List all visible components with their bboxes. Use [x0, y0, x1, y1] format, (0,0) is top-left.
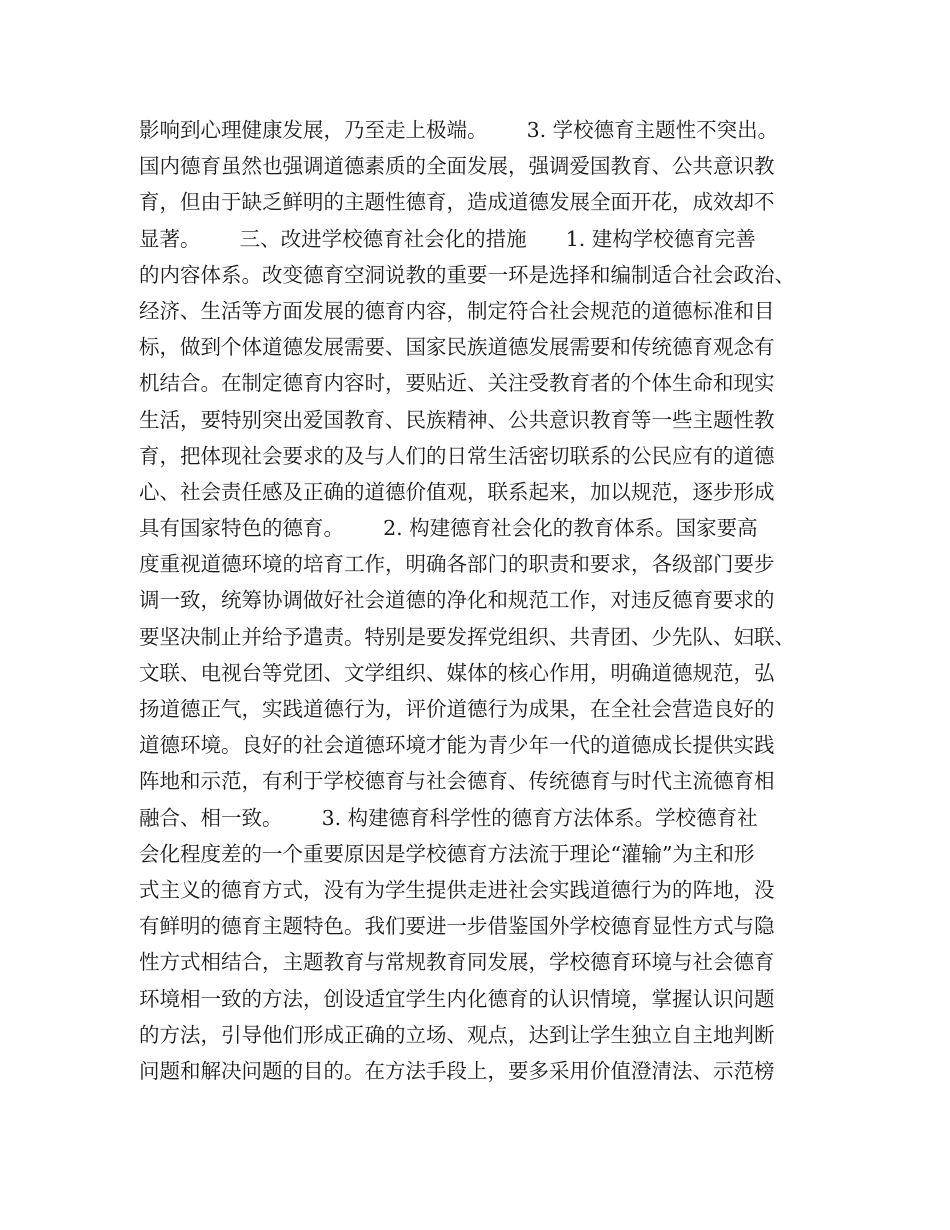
text-line: 生活，要特别突出爱国教育、民族精神、公共意识教育等一些主题性教: [139, 407, 775, 432]
text-line: 的内容体系。改变德育空洞说教的重要一环是选择和编制适合社会政治、: [139, 262, 795, 287]
body-text: [139, 112, 829, 1089]
text-line: 国内德育虽然也强调道德素质的全面发展，强调爱国教育、公共意识教: [139, 154, 775, 179]
text-line: 显著。 三、改进学校德育社会化的措施 1. 建构学校德育完善: [139, 226, 756, 251]
text-line: 心、社会责任感及正确的道德价值观，联系起来，加以规范，逐步形成: [139, 479, 775, 504]
text-line: 会化程度差的一个重要原因是学校德育方法流于理论“灌输”为主和形: [139, 841, 755, 866]
text-line: 环境相一致的方法，创设适宜学生内化德育的认识情境，掌握认识问题: [139, 986, 775, 1011]
text-line: 标，做到个体道德发展需要、国家民族道德发展需要和传统德育观念有: [139, 335, 775, 360]
text-line: 扬道德正气，实践道德行为，评价道德行为成果，在全社会营造良好的: [139, 697, 775, 721]
text-line: 机结合。在制定德育内容时，要贴近、关注受教育者的个体生命和现实: [139, 371, 775, 396]
text-line: 育，把体现社会要求的及与人们的日常生活密切联系的公民应有的道德: [139, 443, 775, 468]
text-line: 度重视道德环境的培育工作，明确各部门的职责和要求，各级部门要步: [139, 552, 775, 577]
text-line: 调一致，统筹协调做好社会道德的净化和规范工作，对违反德育要求的: [139, 588, 775, 613]
text-line: 经济、生活等方面发展的德育内容，制定符合社会规范的道德标准和目: [139, 298, 775, 323]
text-line: 育，但由于缺乏鲜明的主题性德育，造成道德发展全面开花，成效却不: [139, 190, 775, 215]
text-line: 具有国家特色的德育。 2. 构建德育社会化的教育体系。国家要高: [139, 516, 758, 541]
text-line: 文联、电视台等党团、文学组织、媒体的核心作用，明确道德规范，弘: [139, 660, 775, 685]
text-line: 融合、相一致。 3. 构建德育科学性的德育方法体系。学校德育社: [139, 805, 758, 830]
text-line: 阵地和示范，有利于学校德育与社会德育、传统德育与时代主流德育相: [139, 769, 775, 794]
text-line: 要坚决制止并给予遣责。特别是要发挥党组织、共青团、少先队、妇联、: [139, 624, 795, 649]
text-line: 道德环境。良好的社会道德环境才能为青少年一代的道德成长提供实践: [139, 733, 775, 758]
text-line: 式主义的德育方式，没有为学生提供走进社会实践道德行为的阵地，没: [139, 877, 775, 902]
text-line: 性方式相结合，主题教育与常规教育同发展，学校德育环境与社会德育: [139, 950, 775, 975]
text-line: 的方法，引导他们形成正确的立场、观点，达到让学生独立自主地判断: [139, 1022, 775, 1047]
text-line: 影响到心理健康发展，乃至走上极端。 3. 学校德育主题性不突出。: [139, 118, 779, 142]
text-line: 有鲜明的德育主题特色。我们要进一步借鉴国外学校德育显性方式与隐: [139, 914, 775, 939]
text-line: 问题和解决问题的目的。在方法手段上，要多采用价值澄清法、示范榜: [139, 1058, 775, 1083]
